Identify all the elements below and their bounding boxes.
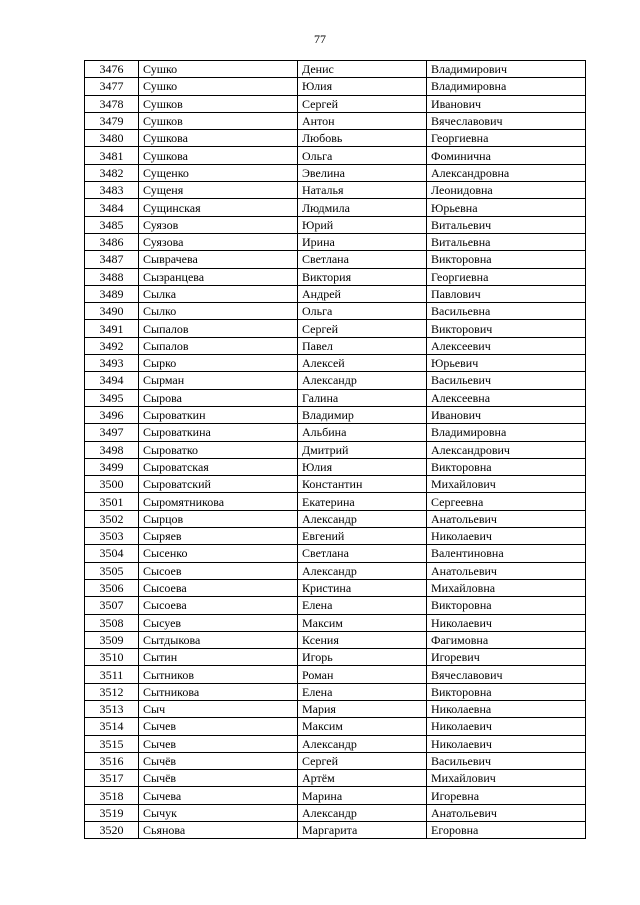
last-name-cell: Сущенко — [139, 164, 298, 181]
table-row — [85, 355, 586, 372]
table-row — [85, 458, 586, 475]
record-number-cell: 3505 — [85, 562, 139, 579]
record-number-cell: 3479 — [85, 112, 139, 129]
patronymic-cell: Юрьевна — [427, 199, 586, 216]
last-name-cell: Сычева — [139, 787, 298, 804]
record-number-cell: 3490 — [85, 303, 139, 320]
last-name-cell: Сыпалов — [139, 320, 298, 337]
patronymic-cell: Александрович — [427, 441, 586, 458]
record-number-cell: 3480 — [85, 130, 139, 147]
table-row — [85, 130, 586, 147]
record-number-cell: 3510 — [85, 649, 139, 666]
record-number-cell: 3483 — [85, 182, 139, 199]
patronymic-cell: Анатольевич — [427, 562, 586, 579]
patronymic-cell: Викторовна — [427, 458, 586, 475]
table-row — [85, 406, 586, 423]
first-name-cell: Александр — [298, 510, 427, 527]
patronymic-cell: Васильевич — [427, 752, 586, 769]
last-name-cell: Сушко — [139, 78, 298, 95]
last-name-cell: Сызранцева — [139, 268, 298, 285]
table-row — [85, 372, 586, 389]
last-name-cell: Сыч — [139, 700, 298, 717]
record-number-cell: 3515 — [85, 735, 139, 752]
last-name-cell: Сысоева — [139, 579, 298, 596]
last-name-cell: Сыроваткина — [139, 424, 298, 441]
first-name-cell: Сергей — [298, 752, 427, 769]
record-number-cell: 3478 — [85, 95, 139, 112]
record-number-cell: 3487 — [85, 251, 139, 268]
first-name-cell: Сергей — [298, 320, 427, 337]
patronymic-cell: Сергеевна — [427, 493, 586, 510]
last-name-cell: Сытников — [139, 666, 298, 683]
record-number-cell: 3517 — [85, 770, 139, 787]
patronymic-cell: Фагимовна — [427, 631, 586, 648]
patronymic-cell: Георгиевна — [427, 130, 586, 147]
first-name-cell: Виктория — [298, 268, 427, 285]
patronymic-cell: Николаевич — [427, 528, 586, 545]
patronymic-cell: Анатольевич — [427, 804, 586, 821]
table-row — [85, 199, 586, 216]
table-row — [85, 164, 586, 181]
first-name-cell: Галина — [298, 389, 427, 406]
record-number-cell: 3488 — [85, 268, 139, 285]
first-name-cell: Александр — [298, 562, 427, 579]
last-name-cell: Суязов — [139, 216, 298, 233]
patronymic-cell: Иванович — [427, 95, 586, 112]
record-number-cell: 3516 — [85, 752, 139, 769]
table-row — [85, 320, 586, 337]
table-row — [85, 804, 586, 821]
last-name-cell: Сыврачева — [139, 251, 298, 268]
first-name-cell: Игорь — [298, 649, 427, 666]
table-row — [85, 268, 586, 285]
patronymic-cell: Фоминична — [427, 147, 586, 164]
record-number-cell: 3508 — [85, 614, 139, 631]
patronymic-cell: Витальевич — [427, 216, 586, 233]
last-name-cell: Сыромятникова — [139, 493, 298, 510]
table-row — [85, 61, 586, 78]
last-name-cell: Сушкова — [139, 147, 298, 164]
patronymic-cell: Владимировна — [427, 78, 586, 95]
first-name-cell: Александр — [298, 804, 427, 821]
table-row — [85, 216, 586, 233]
record-number-cell: 3492 — [85, 337, 139, 354]
first-name-cell: Юлия — [298, 458, 427, 475]
last-name-cell: Сырова — [139, 389, 298, 406]
last-name-cell: Сыроватский — [139, 476, 298, 493]
page-number: 77 — [314, 32, 326, 46]
record-number-cell: 3485 — [85, 216, 139, 233]
last-name-cell: Сушков — [139, 112, 298, 129]
patronymic-cell: Михайлович — [427, 770, 586, 787]
first-name-cell: Альбина — [298, 424, 427, 441]
last-name-cell: Сущинская — [139, 199, 298, 216]
last-name-cell: Сысоев — [139, 562, 298, 579]
last-name-cell: Сытин — [139, 649, 298, 666]
record-number-cell: 3496 — [85, 406, 139, 423]
last-name-cell: Суязова — [139, 233, 298, 250]
table-row — [85, 337, 586, 354]
table-row — [85, 631, 586, 648]
table-row — [85, 700, 586, 717]
first-name-cell: Максим — [298, 614, 427, 631]
first-name-cell: Наталья — [298, 182, 427, 199]
record-number-cell: 3499 — [85, 458, 139, 475]
last-name-cell: Сыроваткин — [139, 406, 298, 423]
table-row — [85, 147, 586, 164]
patronymic-cell: Николаевич — [427, 718, 586, 735]
patronymic-cell: Михайловна — [427, 579, 586, 596]
table-row — [85, 112, 586, 129]
table-row — [85, 545, 586, 562]
record-number-cell: 3514 — [85, 718, 139, 735]
table-row — [85, 787, 586, 804]
first-name-cell: Юлия — [298, 78, 427, 95]
record-number-cell: 3489 — [85, 285, 139, 302]
record-number-cell: 3476 — [85, 61, 139, 78]
record-number-cell: 3482 — [85, 164, 139, 181]
record-number-cell: 3507 — [85, 597, 139, 614]
first-name-cell: Андрей — [298, 285, 427, 302]
patronymic-cell: Викторовна — [427, 251, 586, 268]
first-name-cell: Алексей — [298, 355, 427, 372]
first-name-cell: Светлана — [298, 545, 427, 562]
first-name-cell: Марина — [298, 787, 427, 804]
patronymic-cell: Павлович — [427, 285, 586, 302]
patronymic-cell: Алексеевна — [427, 389, 586, 406]
last-name-cell: Сырко — [139, 355, 298, 372]
last-name-cell: Сычук — [139, 804, 298, 821]
table-row — [85, 597, 586, 614]
record-number-cell: 3491 — [85, 320, 139, 337]
last-name-cell: Сушкова — [139, 130, 298, 147]
last-name-cell: Сычёв — [139, 752, 298, 769]
table-row — [85, 233, 586, 250]
last-name-cell: Сычёв — [139, 770, 298, 787]
table-row — [85, 683, 586, 700]
patronymic-cell: Георгиевна — [427, 268, 586, 285]
last-name-cell: Сырцов — [139, 510, 298, 527]
patronymic-cell: Викторовна — [427, 683, 586, 700]
table-row — [85, 95, 586, 112]
first-name-cell: Ольга — [298, 303, 427, 320]
patronymic-cell: Владимировна — [427, 424, 586, 441]
last-name-cell: Сыпалов — [139, 337, 298, 354]
patronymic-cell: Иванович — [427, 406, 586, 423]
roster-table-body — [85, 61, 586, 839]
table-row — [85, 182, 586, 199]
last-name-cell: Сыроватко — [139, 441, 298, 458]
patronymic-cell: Васильевна — [427, 303, 586, 320]
first-name-cell: Ольга — [298, 147, 427, 164]
first-name-cell: Сергей — [298, 95, 427, 112]
first-name-cell: Екатерина — [298, 493, 427, 510]
patronymic-cell: Николаевич — [427, 735, 586, 752]
record-number-cell: 3500 — [85, 476, 139, 493]
first-name-cell: Максим — [298, 718, 427, 735]
record-number-cell: 3493 — [85, 355, 139, 372]
first-name-cell: Антон — [298, 112, 427, 129]
table-row — [85, 649, 586, 666]
last-name-cell: Сырман — [139, 372, 298, 389]
last-name-cell: Сылка — [139, 285, 298, 302]
patronymic-cell: Николаевна — [427, 700, 586, 717]
table-row — [85, 510, 586, 527]
table-row — [85, 493, 586, 510]
patronymic-cell: Вячеславович — [427, 112, 586, 129]
first-name-cell: Мария — [298, 700, 427, 717]
patronymic-cell: Анатольевич — [427, 510, 586, 527]
last-name-cell: Сысенко — [139, 545, 298, 562]
roster-table — [84, 60, 586, 839]
first-name-cell: Маргарита — [298, 822, 427, 839]
record-number-cell: 3502 — [85, 510, 139, 527]
table-row — [85, 285, 586, 302]
first-name-cell: Людмила — [298, 199, 427, 216]
first-name-cell: Ирина — [298, 233, 427, 250]
patronymic-cell: Леонидовна — [427, 182, 586, 199]
first-name-cell: Владимир — [298, 406, 427, 423]
last-name-cell: Сылко — [139, 303, 298, 320]
record-number-cell: 3506 — [85, 579, 139, 596]
record-number-cell: 3481 — [85, 147, 139, 164]
record-number-cell: 3511 — [85, 666, 139, 683]
record-number-cell: 3520 — [85, 822, 139, 839]
patronymic-cell: Егоровна — [427, 822, 586, 839]
last-name-cell: Сыроватская — [139, 458, 298, 475]
first-name-cell: Эвелина — [298, 164, 427, 181]
last-name-cell: Сущеня — [139, 182, 298, 199]
first-name-cell: Александр — [298, 372, 427, 389]
table-row — [85, 562, 586, 579]
table-row — [85, 718, 586, 735]
first-name-cell: Елена — [298, 683, 427, 700]
table-row — [85, 78, 586, 95]
first-name-cell: Константин — [298, 476, 427, 493]
first-name-cell: Александр — [298, 735, 427, 752]
table-row — [85, 752, 586, 769]
table-row — [85, 579, 586, 596]
table-row — [85, 735, 586, 752]
record-number-cell: 3519 — [85, 804, 139, 821]
last-name-cell: Сытдыкова — [139, 631, 298, 648]
record-number-cell: 3509 — [85, 631, 139, 648]
patronymic-cell: Игоревич — [427, 649, 586, 666]
last-name-cell: Сыряев — [139, 528, 298, 545]
last-name-cell: Сысоева — [139, 597, 298, 614]
patronymic-cell: Васильевич — [427, 372, 586, 389]
record-number-cell: 3486 — [85, 233, 139, 250]
patronymic-cell: Александровна — [427, 164, 586, 181]
first-name-cell: Артём — [298, 770, 427, 787]
patronymic-cell: Алексеевич — [427, 337, 586, 354]
first-name-cell: Елена — [298, 597, 427, 614]
table-row — [85, 251, 586, 268]
first-name-cell: Евгений — [298, 528, 427, 545]
record-number-cell: 3497 — [85, 424, 139, 441]
patronymic-cell: Николаевич — [427, 614, 586, 631]
table-row — [85, 389, 586, 406]
first-name-cell: Ксения — [298, 631, 427, 648]
last-name-cell: Сушков — [139, 95, 298, 112]
first-name-cell: Дмитрий — [298, 441, 427, 458]
patronymic-cell: Вячеславович — [427, 666, 586, 683]
table-row — [85, 424, 586, 441]
record-number-cell: 3494 — [85, 372, 139, 389]
record-number-cell: 3477 — [85, 78, 139, 95]
table-row — [85, 441, 586, 458]
record-number-cell: 3503 — [85, 528, 139, 545]
first-name-cell: Денис — [298, 61, 427, 78]
patronymic-cell: Владимирович — [427, 61, 586, 78]
patronymic-cell: Игоревна — [427, 787, 586, 804]
first-name-cell: Любовь — [298, 130, 427, 147]
last-name-cell: Сьянова — [139, 822, 298, 839]
first-name-cell: Павел — [298, 337, 427, 354]
patronymic-cell: Михайлович — [427, 476, 586, 493]
last-name-cell: Сушко — [139, 61, 298, 78]
record-number-cell: 3495 — [85, 389, 139, 406]
last-name-cell: Сысуев — [139, 614, 298, 631]
patronymic-cell: Юрьевич — [427, 355, 586, 372]
first-name-cell: Роман — [298, 666, 427, 683]
table-row — [85, 476, 586, 493]
record-number-cell: 3512 — [85, 683, 139, 700]
table-row — [85, 614, 586, 631]
record-number-cell: 3501 — [85, 493, 139, 510]
record-number-cell: 3513 — [85, 700, 139, 717]
patronymic-cell: Викторовна — [427, 597, 586, 614]
patronymic-cell: Витальевна — [427, 233, 586, 250]
last-name-cell: Сытникова — [139, 683, 298, 700]
last-name-cell: Сычев — [139, 735, 298, 752]
record-number-cell: 3518 — [85, 787, 139, 804]
table-row — [85, 666, 586, 683]
table-row — [85, 822, 586, 839]
record-number-cell: 3484 — [85, 199, 139, 216]
record-number-cell: 3504 — [85, 545, 139, 562]
patronymic-cell: Викторович — [427, 320, 586, 337]
first-name-cell: Светлана — [298, 251, 427, 268]
last-name-cell: Сычев — [139, 718, 298, 735]
table-row — [85, 528, 586, 545]
first-name-cell: Юрий — [298, 216, 427, 233]
table-row — [85, 770, 586, 787]
first-name-cell: Кристина — [298, 579, 427, 596]
patronymic-cell: Валентиновна — [427, 545, 586, 562]
record-number-cell: 3498 — [85, 441, 139, 458]
table-row — [85, 303, 586, 320]
